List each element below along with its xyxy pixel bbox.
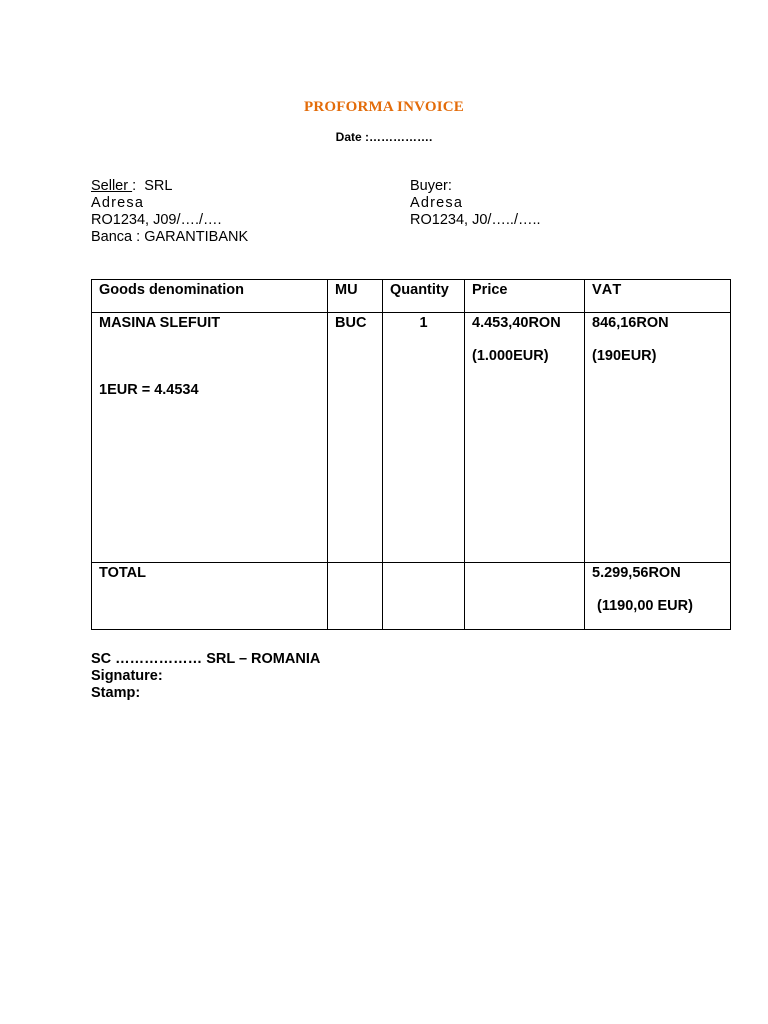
total-row [92, 563, 731, 630]
invoice-date: Date :……………. [335, 130, 433, 144]
item-goods-cell [92, 313, 328, 563]
total-value-cell [585, 563, 731, 630]
item-price-ron: 4.453,40RON [472, 315, 561, 331]
seller-block [91, 178, 248, 246]
item-vat-cell [585, 313, 731, 563]
item-mu: BUC [328, 313, 383, 563]
column-header-goods: Goods denomination [92, 280, 328, 313]
buyer-label: Buyer: [410, 178, 452, 194]
item-price-cell [465, 313, 585, 563]
footer-block [91, 651, 320, 702]
footer-stamp: Stamp: [91, 685, 141, 701]
item-vat-eur: (190EUR) [592, 348, 657, 364]
column-header-mu: MU [328, 280, 383, 313]
table-row [92, 313, 731, 563]
seller-label-colon: : [132, 178, 137, 194]
seller-line [91, 178, 248, 195]
item-price-eur: (1.000EUR) [472, 348, 549, 364]
footer-company: SC ……………… SRL – ROMANIA [91, 651, 321, 667]
seller-label: Seller [91, 178, 133, 194]
buyer-registration: RO1234, J0/…../….. [410, 212, 541, 228]
seller-registration: RO1234, J09/…./…. [91, 212, 222, 228]
total-label: TOTAL [92, 563, 328, 630]
goods-table [91, 279, 731, 630]
total-ron: 5.299,56RON [592, 565, 681, 581]
footer-signature: Signature: [91, 668, 163, 684]
column-header-price: Price [465, 280, 585, 313]
total-empty-mu [328, 563, 383, 630]
total-empty-quantity [383, 563, 465, 630]
seller-name: SRL [136, 178, 173, 194]
seller-address: Adresa [91, 195, 145, 211]
invoice-title: PROFORMA INVOICE [304, 99, 464, 115]
column-header-vat: VAT [585, 280, 731, 313]
total-eur: (1190,00 EUR) [597, 598, 693, 614]
seller-bank: Banca : GARANTIBANK [91, 229, 249, 245]
buyer-block [410, 178, 541, 229]
item-quantity: 1 [383, 313, 465, 563]
total-empty-price [465, 563, 585, 630]
item-vat-ron: 846,16RON [592, 315, 669, 331]
buyer-address: Adresa [410, 195, 464, 211]
exchange-rate: 1EUR = 4.4534 [99, 382, 199, 398]
column-header-quantity: Quantity [383, 280, 465, 313]
table-header-row [92, 280, 731, 313]
item-name: MASINA SLEFUIT [99, 315, 221, 331]
